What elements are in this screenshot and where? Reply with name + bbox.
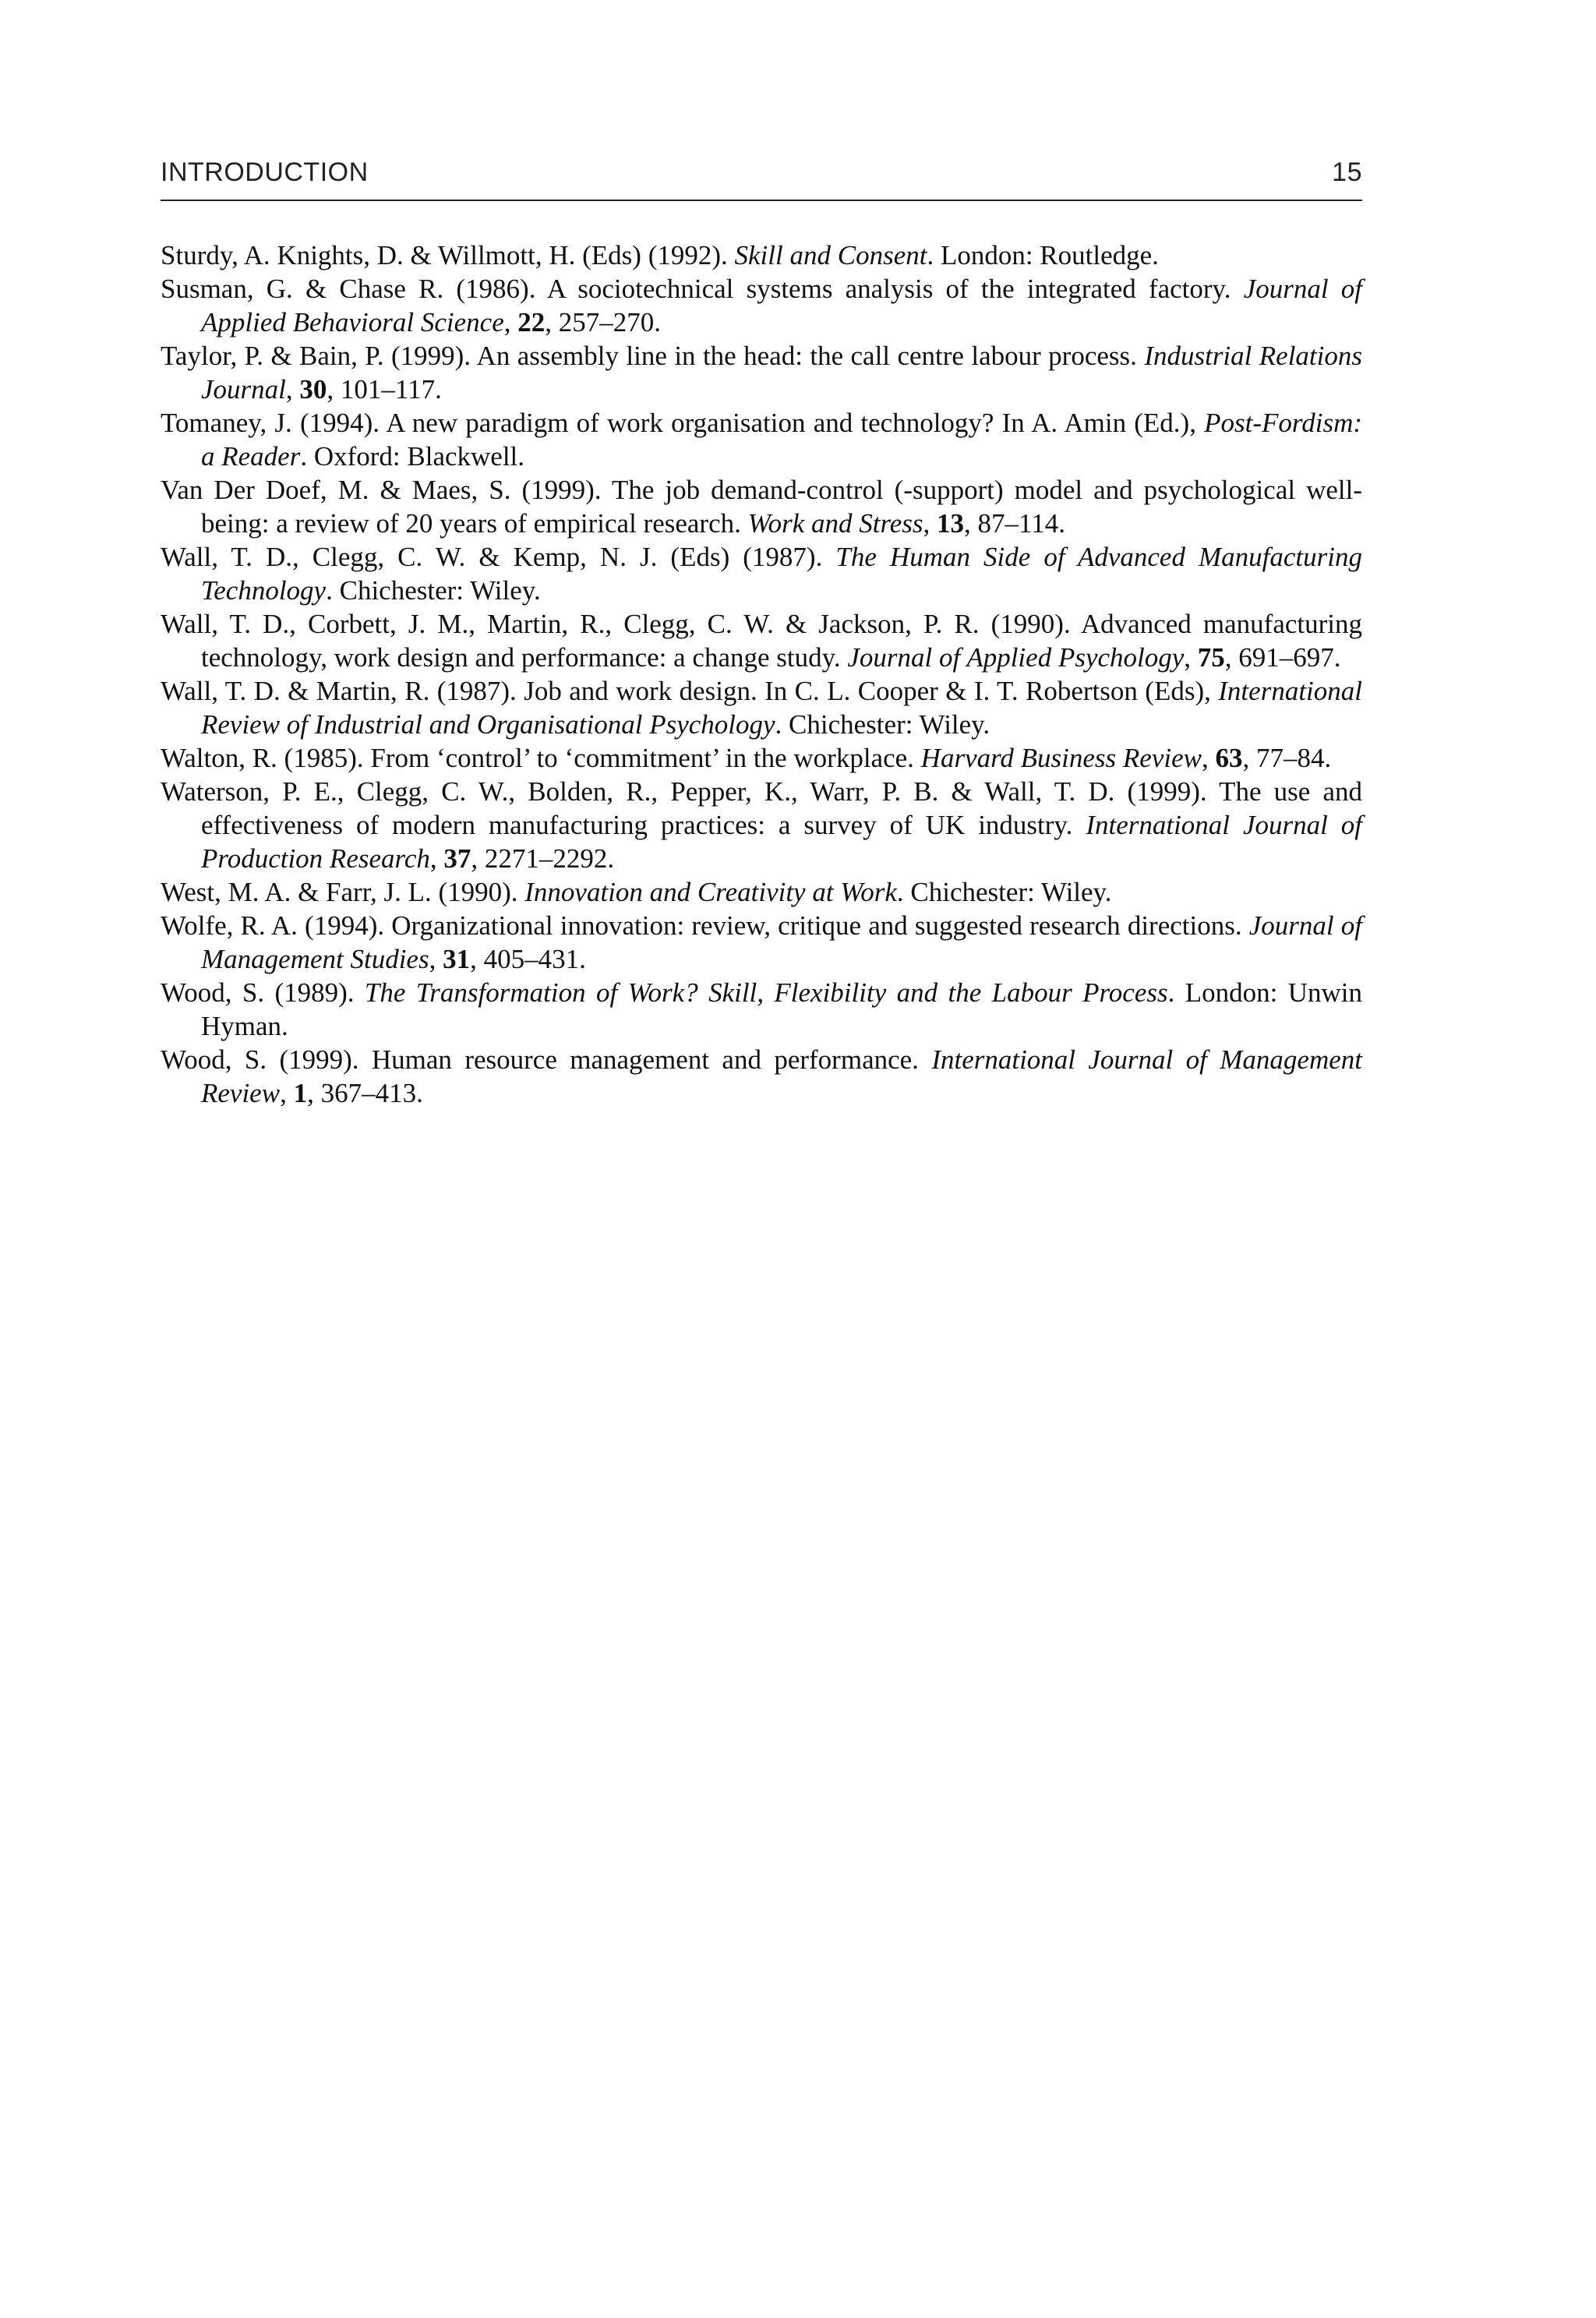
reference-text: Van Der Doef, M. & Maes, S. (1999). The job demand-control (-support) model and psychological well-being: a review of 20 years of empirical research. xyxy=(161,475,1362,539)
reference-italic-title: International Review of Industrial and Organisational Psychology xyxy=(201,676,1362,740)
reference-volume: 22 xyxy=(517,307,546,337)
reference-text: West, M. A. & Farr, J. L. (1990). xyxy=(161,877,525,907)
reference-entry xyxy=(161,741,1362,775)
reference-text: Susman, G. & Chase R. (1986). A sociotechnical systems analysis of the integrated factory. xyxy=(161,274,1244,304)
running-head xyxy=(161,154,1362,198)
reference-text: , xyxy=(285,374,300,405)
reference-italic-title: International Journal of Production Research xyxy=(201,810,1362,874)
reference-entry xyxy=(161,909,1362,976)
reference-entry xyxy=(161,1043,1362,1110)
reference-italic-title: Skill and Consent xyxy=(734,240,927,270)
reference-text: , xyxy=(280,1078,294,1108)
reference-volume: 37 xyxy=(443,843,471,874)
reference-text: . Chichester: Wiley. xyxy=(326,575,541,606)
reference-volume: 63 xyxy=(1215,743,1243,773)
reference-text: , 405–431. xyxy=(470,944,586,974)
reference-text: Tomaney, J. (1994). A new paradigm of work organisation and technology? In A. Amin (Ed.), xyxy=(161,408,1205,438)
reference-text: , xyxy=(1201,743,1216,773)
reference-text: , xyxy=(503,307,518,337)
reference-text: , 77–84. xyxy=(1242,743,1332,773)
reference-italic-title: International Journal of Management Review xyxy=(201,1044,1362,1108)
reference-text: , xyxy=(429,843,444,874)
reference-text: . London: Routledge. xyxy=(927,240,1159,270)
reference-text: Wood, S. (1999). Human resource management and performance. xyxy=(161,1044,932,1075)
reference-text: , 367–413. xyxy=(307,1078,423,1108)
reference-text: , xyxy=(1184,642,1198,673)
reference-text: . Oxford: Blackwell. xyxy=(300,441,525,472)
page-number: 15 xyxy=(1332,157,1362,187)
reference-italic-title: Journal of Applied Behavioral Science xyxy=(201,274,1363,337)
reference-text: , 2271–2292. xyxy=(471,843,615,874)
reference-entry xyxy=(161,540,1362,607)
reference-italic-title: Industrial Relations Journal xyxy=(201,341,1363,405)
reference-entry xyxy=(161,976,1362,1043)
reference-text: , 691–697. xyxy=(1224,642,1341,673)
reference-text: , 257–270. xyxy=(545,307,661,337)
reference-text: Walton, R. (1985). From ‘control’ to ‘commitment’ in the workplace. xyxy=(161,743,921,773)
reference-list xyxy=(161,239,1362,1110)
reference-text: . London: Unwin Hyman. xyxy=(201,977,1362,1041)
reference-italic-title: Journal of Management Studies xyxy=(201,910,1362,974)
reference-volume: 30 xyxy=(299,374,327,405)
reference-entry xyxy=(161,674,1362,741)
running-title: INTRODUCTION xyxy=(161,157,369,187)
reference-text: , xyxy=(923,508,937,539)
reference-text: , 87–114. xyxy=(964,508,1065,539)
reference-text: , 101–117. xyxy=(327,374,442,405)
reference-text: . Chichester: Wiley. xyxy=(775,709,990,740)
reference-text: Sturdy, A. Knights, D. & Willmott, H. (Eds) (1992). xyxy=(161,240,735,270)
reference-text: Wall, T. D. & Martin, R. (1987). Job and work design. In C. L. Cooper & I. T. Robertson (Eds), xyxy=(161,676,1219,706)
reference-volume: 31 xyxy=(443,944,471,974)
reference-volume: 1 xyxy=(293,1078,308,1108)
reference-italic-title: Post-Fordism: a Reader xyxy=(201,408,1362,472)
reference-text: Wall, T. D., Clegg, C. W. & Kemp, N. J. (Eds) (1987). xyxy=(161,542,836,572)
reference-text: , xyxy=(429,944,443,974)
reference-italic-title: Harvard Business Review xyxy=(920,743,1202,773)
reference-entry xyxy=(161,775,1362,875)
reference-volume: 13 xyxy=(937,508,965,539)
reference-italic-title: Journal of Applied Psychology xyxy=(847,642,1185,673)
reference-volume: 75 xyxy=(1197,642,1225,673)
reference-entry xyxy=(161,239,1362,272)
reference-text: Taylor, P. & Bain, P. (1999). An assembly line in the head: the call centre labour process. xyxy=(161,341,1145,371)
reference-italic-title: Innovation and Creativity at Work xyxy=(524,877,897,907)
reference-entry xyxy=(161,875,1362,909)
reference-text: Wood, S. (1989). xyxy=(161,977,365,1008)
reference-entry xyxy=(161,339,1362,406)
reference-text: Wall, T. D., Corbett, J. M., Martin, R., Clegg, C. W. & Jackson, P. R. (1990). Advanced manufacturing technology, work design and performance: a change study. xyxy=(161,609,1362,673)
reference-italic-title: The Human Side of Advanced Manufacturing Technology xyxy=(201,542,1362,606)
reference-entry xyxy=(161,607,1362,674)
reference-text: Wolfe, R. A. (1994). Organizational innovation: review, critique and suggested research directions. xyxy=(161,910,1249,941)
reference-entry xyxy=(161,406,1362,473)
reference-text: . Chichester: Wiley. xyxy=(896,877,1112,907)
reference-italic-title: The Transformation of Work? Skill, Flexibility and the Labour Process xyxy=(364,977,1168,1008)
reference-entry xyxy=(161,473,1362,540)
reference-entry xyxy=(161,272,1362,339)
header-rule xyxy=(161,200,1362,201)
reference-text: Waterson, P. E., Clegg, C. W., Bolden, R., Pepper, K., Warr, P. B. & Wall, T. D. (1999). The use and effectiveness of modern manufacturing practices: a survey of UK industry. xyxy=(161,776,1362,840)
reference-italic-title: Work and Stress xyxy=(747,508,923,539)
